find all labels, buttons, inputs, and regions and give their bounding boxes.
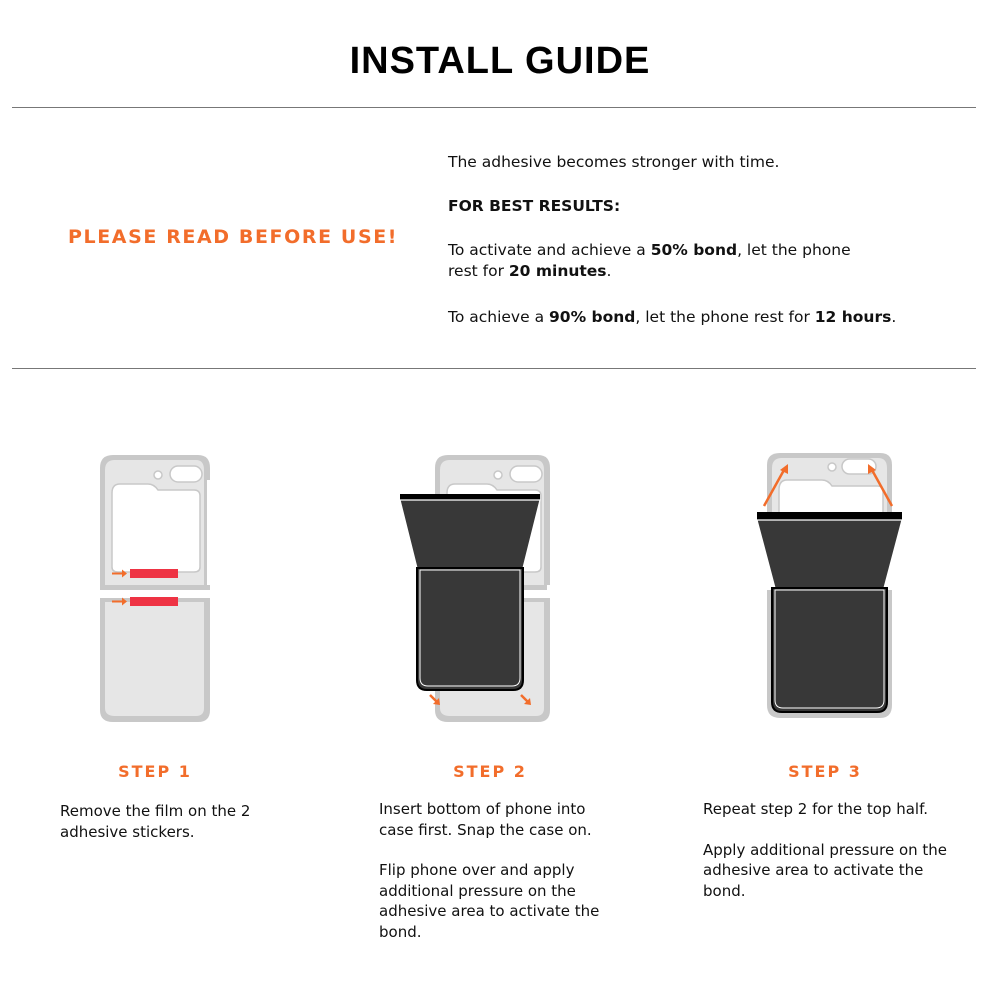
step3-illustration xyxy=(752,450,912,725)
step2-text: Insert bottom of phone into case first. Snap the case on. Flip phone over and apply additional pressure on the adhesive area to activate the bond. xyxy=(379,800,600,941)
step1-illustration xyxy=(90,450,220,725)
step3-label: STEP 3 xyxy=(788,762,862,781)
step1-text: Remove the film on the 2 adhesive stickers. xyxy=(60,802,251,841)
ninety-percent-bond-text: To achieve a 90% bond, let the phone rest for 12 hours. xyxy=(448,308,897,326)
step3-text: Repeat step 2 for the top half. Apply additional pressure on the adhesive area to activate the bond. xyxy=(703,800,948,900)
step2-label: STEP 2 xyxy=(453,762,527,781)
step1-label: STEP 1 xyxy=(118,762,192,781)
best-results-heading: FOR BEST RESULTS: xyxy=(448,197,621,215)
divider-bottom xyxy=(12,368,976,369)
read-before-use-heading: PLEASE READ BEFORE USE! xyxy=(68,226,399,248)
divider-top xyxy=(12,107,976,108)
step2-illustration xyxy=(395,450,565,725)
page-title: INSTALL GUIDE xyxy=(349,40,651,82)
adhesive-intro: The adhesive becomes stronger with time. xyxy=(448,153,780,171)
fifty-percent-bond-text: To activate and achieve a 50% bond, let the phone rest for 20 minutes. xyxy=(448,241,851,280)
